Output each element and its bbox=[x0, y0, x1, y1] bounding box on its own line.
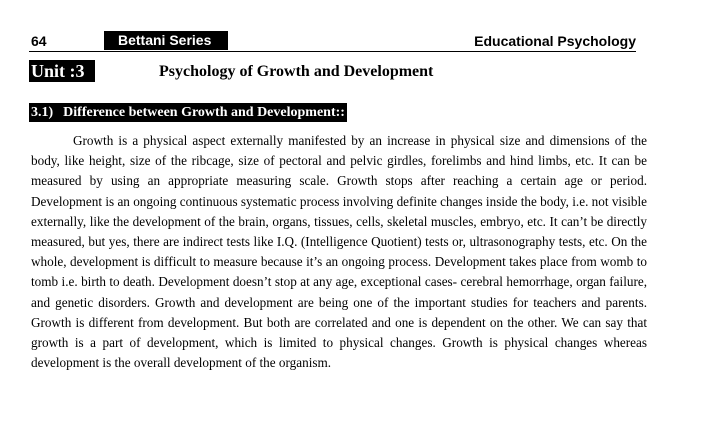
section-title: Difference between Growth and Development:: bbox=[63, 105, 345, 120]
subject-title: Educational Psychology bbox=[474, 33, 636, 49]
body-paragraph: Growth is a physical aspect externally manifested by an increase in physical size and dimensions of the body, like height, size of the ribcage, size of pectoral and pelvic girdles, forelimbs and hind limbs, etc. It can be measured by using an appropriate measuring scale. Growth stops after reaching a certain age or period. Development is an ongoing continuous systematic process involving definite changes inside the body, i.e. not visible externally, like the development of the brain, organs, tissues, cells, skeletal muscles, embryo, etc. It can’t be directly measured, but yes, there are indirect tests like I.Q. (Intelligence Quotient) tests or, ultrasonography tests, etc. On the whole, development is difficult to measure because it’s an ongoing process. Development takes place from womb to tomb i.e. birth to death. Development doesn’t stop at any age, exceptional cases- cerebral hemorrhage, organ failure, and genetic disorders. Growth and development are being one of the important studies for teachers and parents. Growth is different from development. But both are correlated and one is dependent on the other. We can say that growth is a part of development, which is limited to physical changes. Growth is physical changes whereas development is the overall development of the organism. bbox=[31, 133, 647, 371]
page-number: 64 bbox=[31, 33, 47, 49]
unit-title: Psychology of Growth and Development bbox=[159, 63, 434, 80]
series-label: Bettani Series bbox=[104, 31, 228, 50]
section-number: 3.1) bbox=[31, 105, 54, 120]
unit-label: Unit :3 bbox=[29, 60, 95, 82]
page-header bbox=[29, 31, 636, 52]
section-heading bbox=[29, 103, 347, 122]
